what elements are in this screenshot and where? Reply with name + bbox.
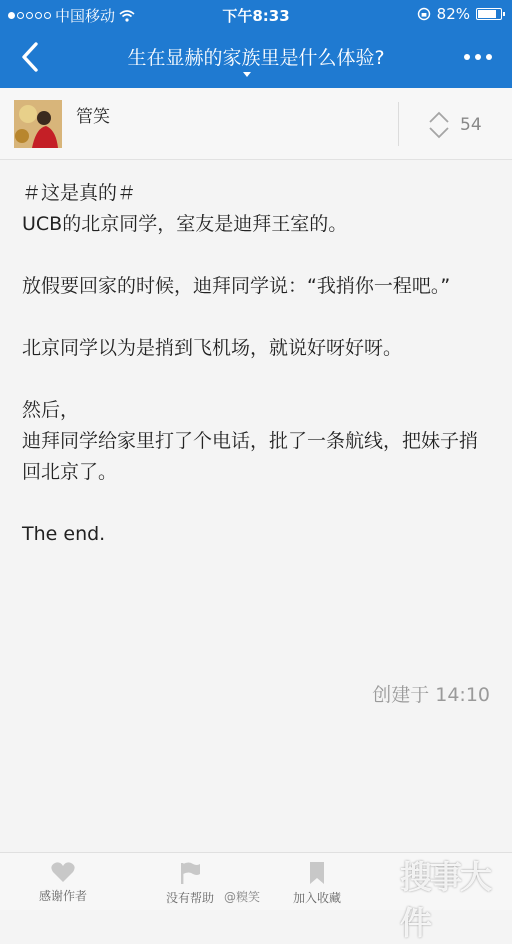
answer-line: ＃这是真的＃ bbox=[22, 182, 137, 204]
author-row bbox=[0, 88, 512, 160]
paragraph-gap bbox=[22, 240, 492, 271]
bookmark-icon bbox=[308, 861, 326, 885]
page-title[interactable]: 生在显赫的家族里是什么体验? bbox=[127, 47, 385, 69]
title-dropdown-icon[interactable] bbox=[243, 72, 251, 77]
paragraph-gap bbox=[22, 488, 492, 519]
created-time: 创建于 14:10 bbox=[372, 684, 490, 706]
no-help-label: 没有帮助 bbox=[165, 891, 214, 905]
vote-button[interactable] bbox=[428, 110, 482, 140]
heart-icon bbox=[50, 861, 76, 883]
lock-rotation-icon bbox=[417, 7, 431, 21]
site-watermark: 搜事大件 bbox=[400, 858, 491, 942]
paragraph-gap bbox=[22, 302, 492, 333]
no-help-button[interactable] bbox=[145, 861, 235, 906]
favorite-label: 加入收藏 bbox=[292, 891, 341, 905]
thank-author-button[interactable] bbox=[18, 861, 108, 904]
answer-line: 然后， bbox=[22, 399, 80, 421]
more-options-button[interactable] bbox=[464, 54, 492, 60]
battery-percent: 82% bbox=[436, 5, 470, 23]
vote-count: 54 bbox=[460, 115, 482, 135]
flag-icon bbox=[179, 861, 201, 885]
avatar[interactable] bbox=[14, 100, 62, 148]
status-bar bbox=[0, 0, 512, 28]
nav-bar bbox=[0, 30, 512, 88]
carrier-label: 中国移动 bbox=[55, 7, 116, 25]
author-name[interactable]: 管笑 bbox=[76, 107, 110, 127]
favorite-button[interactable] bbox=[272, 861, 362, 906]
vote-arrows-icon bbox=[428, 110, 450, 140]
status-time: 下午8:33 bbox=[222, 7, 290, 25]
answer-line: 放假要回家的时候，迪拜同学说：“我捎你一程吧。” bbox=[22, 275, 451, 297]
back-button[interactable] bbox=[16, 40, 46, 74]
thank-author-label: 感谢作者 bbox=[38, 889, 87, 903]
divider bbox=[398, 102, 399, 146]
answer-line: UCB的北京同学，室友是迪拜王室的。 bbox=[22, 213, 348, 235]
answer-line: 北京同学以为是捎到飞机场，就说好呀好呀。 bbox=[22, 337, 403, 359]
paragraph-gap bbox=[22, 364, 492, 395]
header-bar bbox=[0, 0, 512, 88]
answer-line: 迪拜同学给家里打了个电话，批了一条航线，把妹子捎回北京了。 bbox=[22, 430, 479, 483]
battery-icon bbox=[476, 8, 502, 20]
answer-line: The end. bbox=[22, 523, 106, 545]
weibo-watermark: @糗笑 bbox=[224, 890, 261, 904]
answer-body bbox=[22, 178, 492, 550]
